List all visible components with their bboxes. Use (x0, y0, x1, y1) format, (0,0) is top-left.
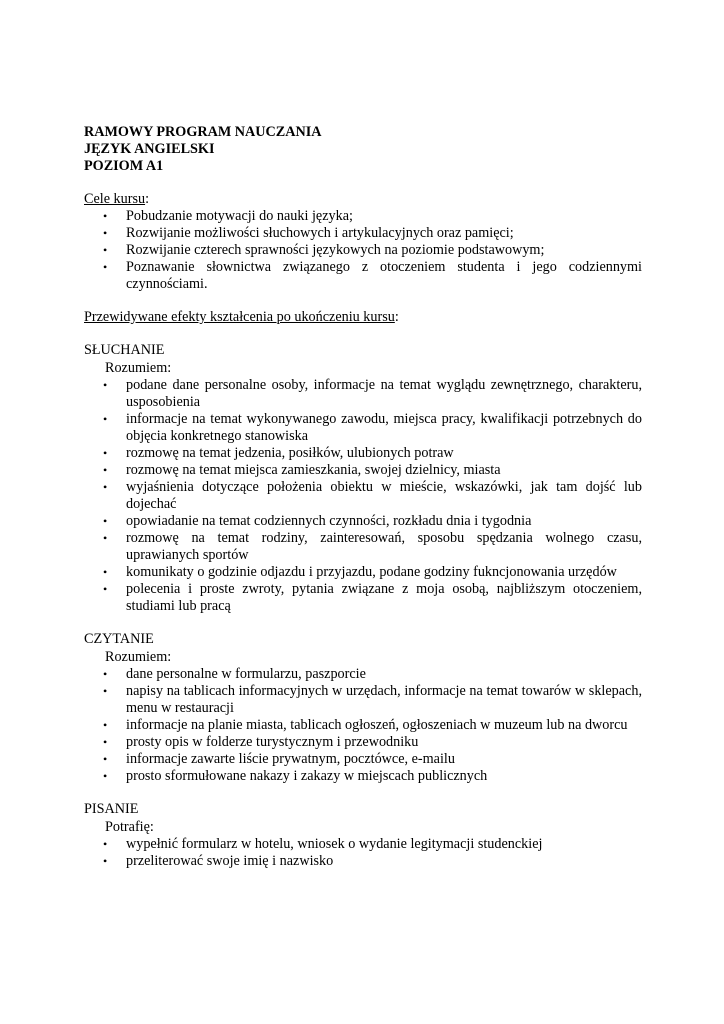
bullet-icon: • (103, 378, 108, 392)
writing-list (84, 836, 642, 870)
bullet-icon: • (103, 837, 108, 851)
bullet-icon: • (103, 565, 108, 579)
bullet-icon: • (103, 718, 108, 732)
bullet-icon: • (103, 769, 108, 783)
title-line-level: POZIOM A1 (84, 158, 164, 174)
title-line-program: RAMOWY PROGRAM NAUCZANIA (84, 124, 322, 140)
goals-heading-colon: : (145, 191, 150, 207)
bullet-icon: • (103, 667, 108, 681)
bullet-icon: • (103, 243, 108, 257)
title-line-language: JĘZYK ANGIELSKI (84, 141, 215, 157)
bullet-icon: • (103, 209, 108, 223)
list-item: • wypełnić formularz w hotelu, wniosek o wydanie legitymacji studenckiej (103, 836, 543, 852)
list-item: • napisy na tablicach informacyjnych w urzędach, informacje na temat towarów w sklepach, menu w restauracji (103, 683, 642, 716)
list-item: • prosty opis w folderze turystycznym i przewodniku (103, 734, 419, 750)
bullet-icon: • (103, 684, 108, 698)
writing-title: PISANIE (84, 801, 139, 817)
goals-list (84, 208, 642, 293)
bullet-icon: • (103, 446, 108, 460)
reading-title: CZYTANIE (84, 631, 154, 647)
list-item: • rozmowę na temat miejsca zamieszkania, swojej dzielnicy, miasta (103, 462, 501, 478)
list-item: • informacje na planie miasta, tablicach ogłoszeń, ogłoszeniach w muzeum lub na dworcu (103, 717, 628, 733)
document-page (84, 124, 642, 870)
listening-title: SŁUCHANIE (84, 342, 165, 358)
list-item: • Rozwijanie możliwości słuchowych i artykulacyjnych oraz pamięci; (103, 225, 514, 241)
list-item: • podane dane personalne osoby, informacje na temat wyglądu zewnętrznego, charakteru, usposobienia (103, 377, 642, 410)
list-item: • polecenia i proste zwroty, pytania związane z moja osobą, najbliższym otoczeniem, studiami lub pracą (103, 581, 642, 614)
outcomes-heading-text: Przewidywane efekty kształcenia po ukończeniu kursu (84, 309, 395, 325)
document-title (84, 124, 642, 175)
bullet-icon: • (103, 260, 108, 274)
list-item: • dane personalne w formularzu, paszporcie (103, 666, 366, 682)
bullet-icon: • (103, 531, 108, 545)
bullet-icon: • (103, 463, 108, 477)
outcomes-heading (84, 309, 642, 326)
list-item: • Poznawanie słownictwa związanego z otoczeniem studenta i jego codziennymi czynnościami. (103, 259, 642, 292)
list-item: • opowiadanie na temat codziennych czynności, rozkładu dnia i tygodnia (103, 513, 532, 529)
listening-section (84, 342, 642, 615)
listening-list (84, 377, 642, 615)
bullet-icon: • (103, 735, 108, 749)
outcomes-heading-colon: : (394, 309, 399, 325)
list-item: • rozmowę na temat rodziny, zainteresowań, sposobu spędzania wolnego czasu, uprawianych sportów (103, 530, 642, 563)
goals-heading-text: Cele kursu (84, 191, 146, 207)
bullet-icon: • (103, 854, 108, 868)
bullet-icon: • (103, 752, 108, 766)
writing-intro: Potrafię: (105, 819, 154, 835)
bullet-icon: • (103, 412, 108, 426)
bullet-icon: • (103, 226, 108, 240)
bullet-icon: • (103, 582, 108, 596)
list-item: • informacje na temat wykonywanego zawodu, miejsca pracy, kwalifikacji potrzebnych do objęcia konkretnego stanowiska (103, 411, 642, 444)
writing-section (84, 801, 642, 870)
list-item: • przeliterować swoje imię i nazwisko (103, 853, 334, 869)
listening-intro: Rozumiem: (105, 360, 172, 376)
list-item: • Pobudzanie motywacji do nauki języka; (103, 208, 353, 224)
bullet-icon: • (103, 480, 108, 494)
list-item: • prosto sformułowane nakazy i zakazy w miejscach publicznych (103, 768, 488, 784)
reading-list (84, 666, 642, 785)
list-item: • komunikaty o godzinie odjazdu i przyjazdu, podane godziny fukncjonowania urzędów (103, 564, 617, 580)
list-item: • Rozwijanie czterech sprawności językowych na poziomie podstawowym; (103, 242, 545, 258)
goals-heading (84, 191, 642, 208)
reading-intro: Rozumiem: (105, 649, 172, 665)
list-item: • wyjaśnienia dotyczące położenia obiektu w mieście, wskazówki, jak tam dojść lub dojechać (103, 479, 642, 512)
list-item: • rozmowę na temat jedzenia, posiłków, ulubionych potraw (103, 445, 454, 461)
bullet-icon: • (103, 514, 108, 528)
list-item: • informacje zawarte liście prywatnym, pocztówce, e-mailu (103, 751, 455, 767)
reading-section (84, 631, 642, 785)
